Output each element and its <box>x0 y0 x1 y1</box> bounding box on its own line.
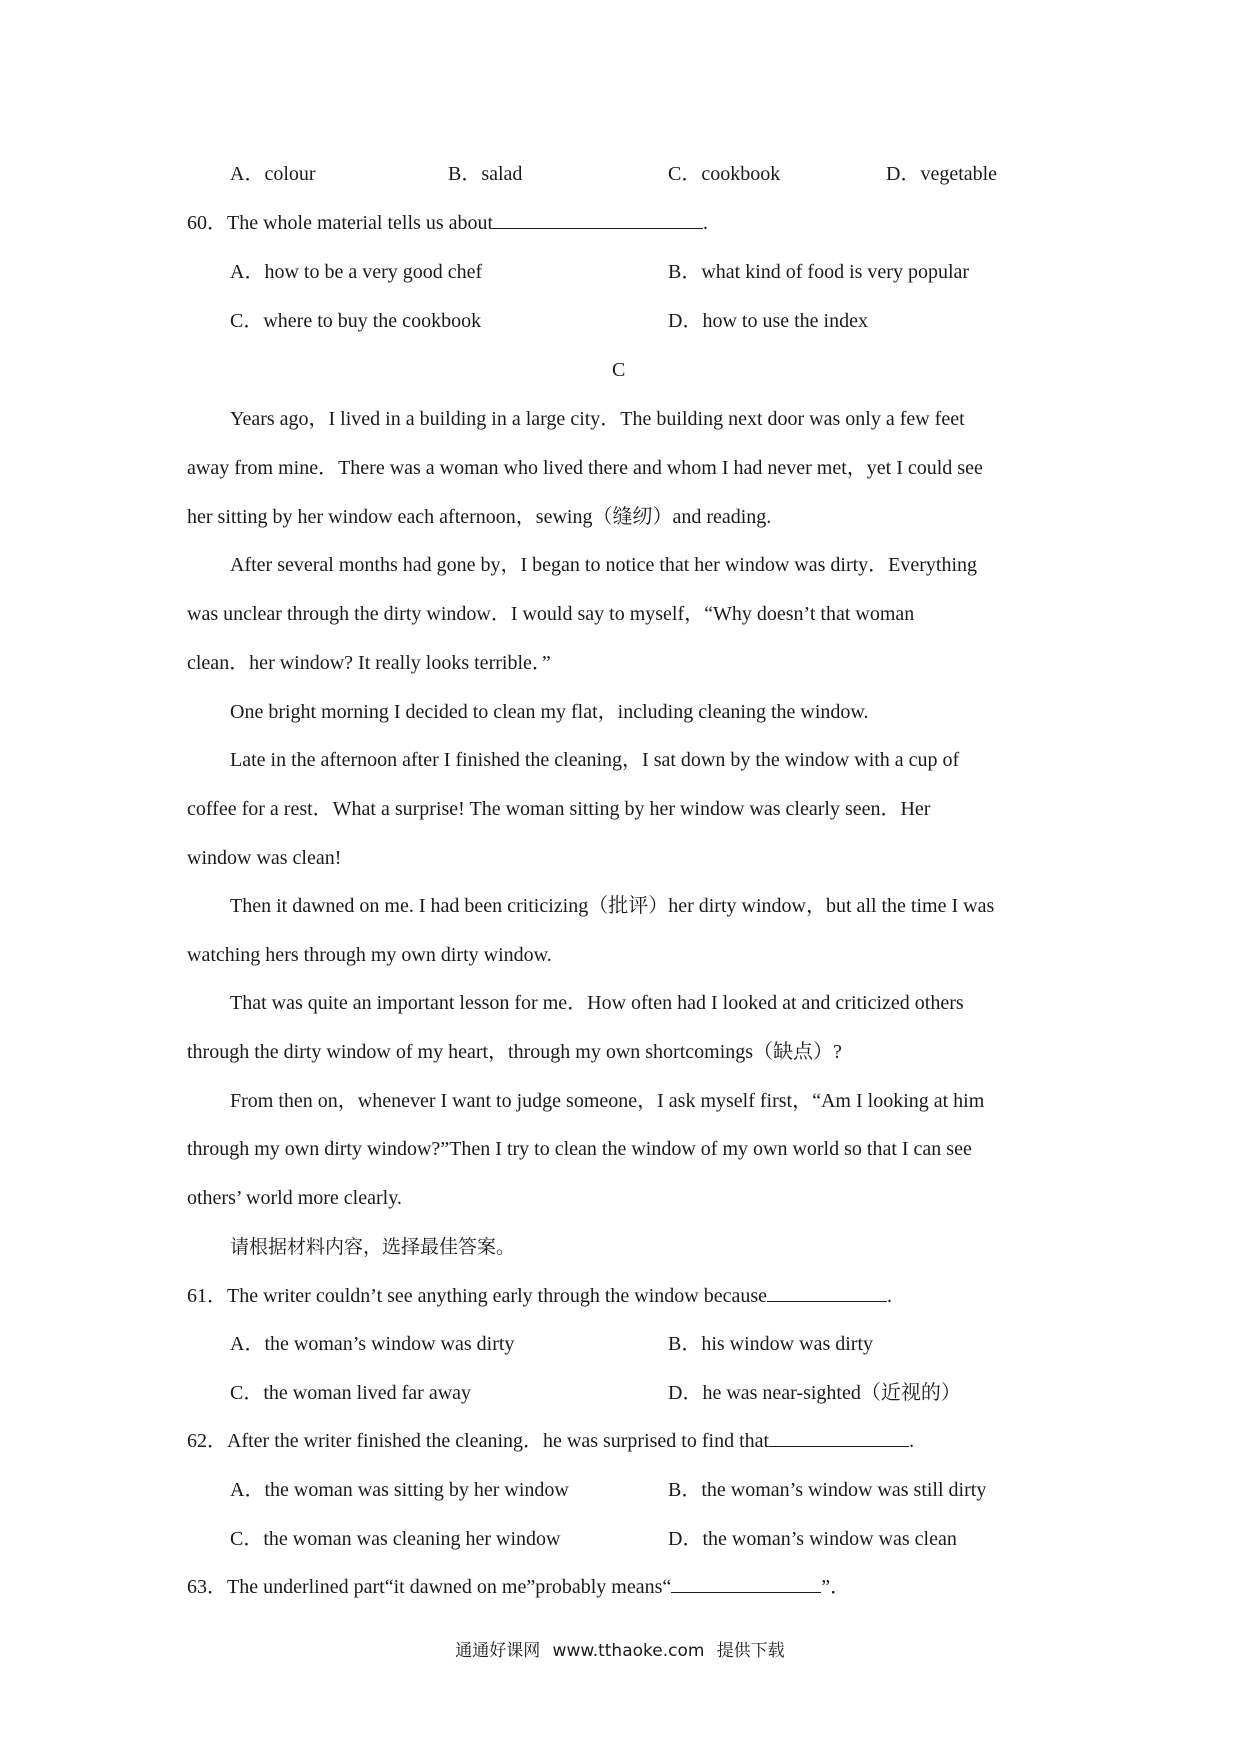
q63-question <box>187 1574 850 1600</box>
footer-url: www.tthaoke.com <box>552 1641 705 1661</box>
q61-option-d: D．he was near-sighted（近视的） <box>668 1382 961 1404</box>
q60-question <box>187 210 708 236</box>
q60-option-b: B．what kind of food is very popular <box>668 261 970 283</box>
q62-option-a: A．the woman was sitting by her window <box>230 1479 569 1501</box>
q61-option-a: A．the woman’s window was dirty <box>230 1333 515 1355</box>
q61-option-b: B．his window was dirty <box>668 1333 873 1355</box>
passage-line: through the dirty window of my heart，through my own shortcomings（缺点）? <box>187 1041 842 1063</box>
q62-stem: 62．After the writer finished the cleaning．he was surprised to find that <box>187 1430 770 1452</box>
passage-line: From then on，whenever I want to judge someone，I ask myself first，“Am I looking at him <box>230 1090 985 1112</box>
q61-end: . <box>887 1285 893 1307</box>
q59-option-d: D．vegetable <box>886 163 998 185</box>
q62-question <box>187 1428 914 1454</box>
passage-line: coffee for a rest．What a surprise! The woman sitting by her window was clearly seen．Her <box>187 798 931 820</box>
q63-end: ”． <box>821 1576 851 1598</box>
page-footer <box>0 1636 1240 1661</box>
q61-stem: 61．The writer couldn’t see anything early through the window because <box>187 1285 768 1307</box>
q60-option-a: A．how to be a very good chef <box>230 261 483 283</box>
passage-line: through my own dirty window?”Then I try to clean the window of my own world so that I can see <box>187 1138 972 1160</box>
passage-line: clean．her window? It really looks terrible．” <box>187 652 551 674</box>
q60-option-d: D．how to use the index <box>668 310 868 332</box>
passage-line: One bright morning I decided to clean my flat，including cleaning the window. <box>230 701 869 723</box>
passage-line: away from mine．There was a woman who lived there and whom I had never met，yet I could see <box>187 457 983 479</box>
q59-option-b: B．salad <box>448 163 523 185</box>
q61-answer-blank <box>767 1283 887 1302</box>
q60-end: . <box>703 212 709 234</box>
section-heading: C <box>612 359 626 381</box>
q63-answer-blank <box>671 1574 821 1593</box>
footer-suffix: 提供下载 <box>716 1641 785 1661</box>
q62-answer-blank <box>769 1428 909 1447</box>
passage-line: watching hers through my own dirty window. <box>187 944 552 966</box>
q62-end: . <box>909 1430 915 1452</box>
passage-line: others’ world more clearly. <box>187 1187 402 1209</box>
passage-line: her sitting by her window each afternoon，sewing（缝纫）and reading. <box>187 506 772 528</box>
passage-line: That was quite an important lesson for me．How often had I looked at and criticized others <box>230 992 964 1014</box>
passage-line: Years ago，I lived in a building in a large city．The building next door was only a few feet <box>230 408 965 430</box>
q61-option-c: C．the woman lived far away <box>230 1382 472 1404</box>
q62-option-b: B．the woman’s window was still dirty <box>668 1479 987 1501</box>
q60-answer-blank <box>493 210 703 229</box>
footer-site-name: 通通好课网 <box>455 1641 541 1661</box>
passage-line: was unclear through the dirty window．I would say to myself，“Why doesn’t that woman <box>187 603 915 625</box>
passage-line: window was clean! <box>187 847 342 869</box>
passage-line: After several months had gone by，I began to notice that her window was dirty．Everything <box>230 554 978 576</box>
q60-stem: 60．The whole material tells us about <box>187 212 494 234</box>
q60-option-c: C．where to buy the cookbook <box>230 310 482 332</box>
passage-line: Late in the afternoon after I finished the cleaning，I sat down by the window with a cup of <box>230 749 960 771</box>
passage-line: Then it dawned on me. I had been criticizing（批评）her dirty window，but all the time I was <box>230 895 995 917</box>
q62-option-d: D．the woman’s window was clean <box>668 1528 957 1550</box>
q61-question <box>187 1283 892 1309</box>
q62-option-c: C．the woman was cleaning her window <box>230 1528 561 1550</box>
q59-option-a: A．colour <box>230 163 316 185</box>
q63-stem: 63．The underlined part“it dawned on me”probably means“ <box>187 1576 672 1598</box>
instruction-text: 请根据材料内容，选择最佳答案。 <box>230 1236 516 1258</box>
q59-option-c: C．cookbook <box>668 163 781 185</box>
